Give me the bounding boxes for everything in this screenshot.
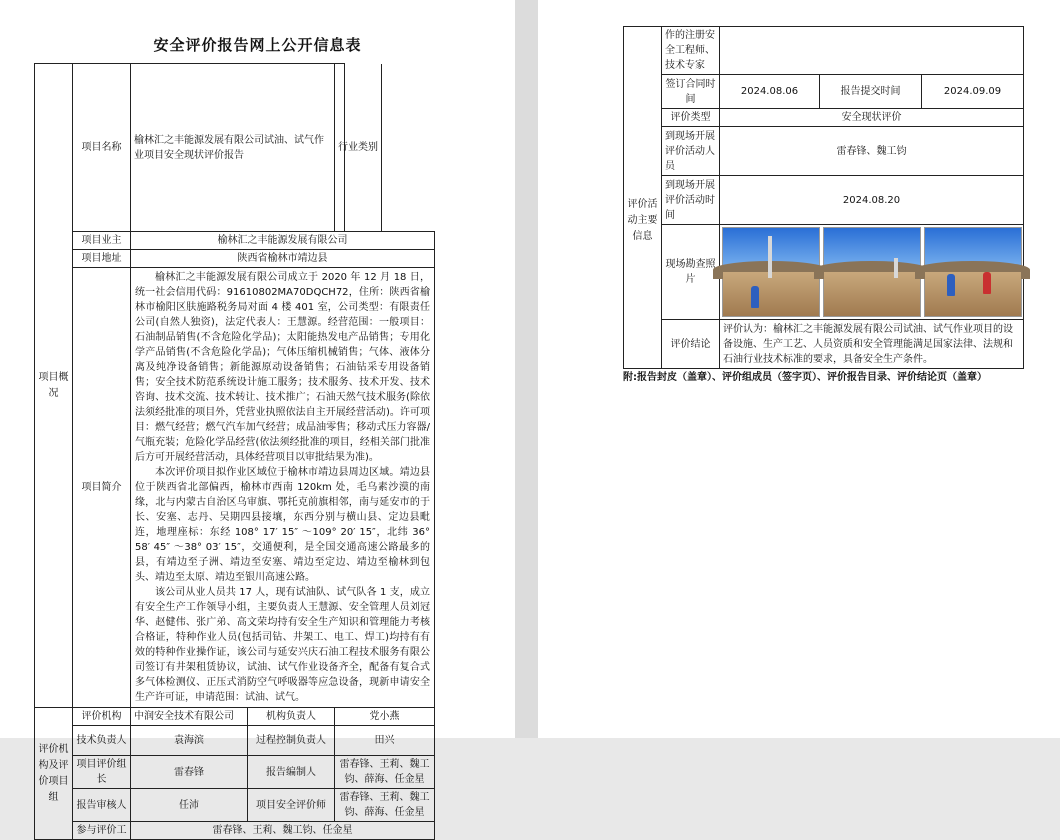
contract-date-label: 签订合同时间 [662, 75, 720, 109]
expert-value [720, 27, 1024, 75]
report-writer-value: 雷春锋、王莉、魏工钧、薛海、任金星 [335, 756, 435, 789]
agency-label: 评价机构 [73, 708, 131, 726]
process-head-value: 田兴 [335, 726, 435, 756]
onsite-people-label: 到现场开展评价活动人员 [662, 127, 720, 176]
team-leader-value: 雷春锋 [131, 756, 248, 789]
project-overview-label: 项目概况 [35, 64, 73, 708]
industry-category-label: 行业类别 [335, 64, 382, 231]
project-intro-text [131, 268, 435, 708]
process-head-label: 过程控制负责人 [248, 726, 335, 756]
project-name-value: 榆林汇之丰能源发展有限公司试油、试气作业项目安全现状评价报告 [131, 64, 335, 232]
page-2 [538, 0, 1060, 738]
report-writer-label: 报告编制人 [248, 756, 335, 789]
intro-paragraph: 该公司从业人员共 17 人，现有试油队、试气队各 1 支，成立有安全生产工作领导小组，主要负责人王慧源、安全管理人员刘冠华、赵健伟、张广弟、高文荣均持有安全生产知识和管理能力考核合格证，特种作业人员(包括司钻、井架工、电工、焊工)均持有有效的特种作业操作证，该公司与延安兴庆石油工程技术服务有限公司签订有井架租赁协议，试油、试气作业设备齐全，配备有复合式多气体检测仪、正压式消防空气呼吸器等应急设备，现新申请安全生产许可证，申请范围：试油、试气。 [135, 587, 431, 703]
report-reviewer-label: 报告审核人 [73, 789, 131, 822]
site-photo [823, 227, 921, 317]
evaluation-type-label: 评价类型 [662, 109, 720, 127]
agency-section-label: 评价机构及评价项目组 [35, 708, 73, 840]
contract-date-value: 2024.08.06 [720, 75, 820, 109]
submit-date-label: 报告提交时间 [820, 75, 922, 109]
agency-head-value: 党小燕 [335, 708, 435, 726]
expert-label: 作的注册安全工程师、技术专家 [662, 27, 720, 75]
project-address-value: 陕西省榆林市靖边县 [131, 250, 435, 268]
site-photo [722, 227, 820, 317]
agency-value: 中润安全技术有限公司 [131, 708, 248, 726]
report-reviewer-value: 任沛 [131, 789, 248, 822]
conclusion-label: 评价结论 [662, 320, 720, 369]
document-title: 安全评价报告网上公开信息表 [153, 36, 362, 54]
attachment-note: 附:报告封皮（盖章）、评价组成员（签字页）、评价报告目录、评价结论页（盖章） [623, 372, 987, 383]
safety-engineer-label: 项目安全评价师 [248, 789, 335, 822]
evaluation-info-label: 评价活动主要信息 [624, 75, 662, 369]
intro-paragraph: 榆林汇之丰能源发展有限公司成立于 2020 年 12 月 18 日，统一社会信用代码：91610802MA70DQCH72，住所：陕西省榆林市榆阳区肤施路税务局对面 4 楼 401 室，公司类型：有限责任公司(自然人独资)，法定代表人：王慧源。经营范围：一般项目：石油制品销售(不含危险化学品)；太阳能热发电产品销售；专用化学产品销售(不含危险化学品)；气体压缩机械销售；气体、液体分离及纯净设备销售；新能源原动设备销售；石油钻采专用设备销售；安全技术防范系统设计施工服务；技术服务、技术开发、技术咨询、技术交流、技术转让、技术推广；石油天然气技术服务(除依法须经批准的项目外，凭营业执照依法自主开展经营活动)。许可项目：燃气经营；燃气汽车加气经营；成品油零售；移动式压力容器/气瓶充装；危险化学品经营(依法须经批准的项目，经相关部门批准后方可开展经营活动，具体经营项目以审批结果为准)。 [135, 272, 431, 463]
project-address-label: 项目地址 [73, 250, 131, 268]
evaluation-type-value: 安全现状评价 [720, 109, 1024, 127]
project-info-table [34, 63, 435, 840]
safety-engineer-value: 雷春锋、王莉、魏工钧、薛海、任金星 [335, 789, 435, 822]
site-photos-cell [720, 225, 1024, 320]
conclusion-value: 评价认为：榆林汇之丰能源发展有限公司试油、试气作业项目的设备设施、生产工艺、人员资质和安全管理能满足国家法律、法规和石油行业技术标准的要求，具备安全生产条件。 [720, 320, 1024, 369]
onsite-people-value: 雷春锋、魏工钧 [720, 127, 1024, 176]
project-name-label: 项目名称 [73, 64, 131, 232]
site-photos [720, 225, 1023, 319]
evaluation-info-table [623, 26, 1024, 369]
tech-head-label: 技术负责人 [73, 726, 131, 756]
project-owner-value: 榆林汇之丰能源发展有限公司 [131, 232, 435, 250]
intro-paragraph: 本次评价项目拟作业区域位于榆林市靖边县周边区域。靖边县位于陕西省北部偏西，榆林市西南 120km 处，毛乌素沙漠的南缘，北与内蒙古自治区乌审旗、鄂托克前旗相邻，南与延安市的于长、安塞、志丹、吴期四县接壤，东西分别与横山县、定边县毗连，地理座标：东经 108° 17′ 15″ ～109° 20′ 15″，北纬 36° 58′ 45″ ～38° 03′ 15″，交通便利，是全国交通高速公路最多的县，有靖边至子洲、靖边至安塞、靖边至定边、靖边至榆林到包头、靖边至太原、靖边至银川高速公路。 [135, 467, 431, 583]
participants-value: 雷春锋、王莉、魏工钧、任金星 [131, 822, 435, 840]
site-photos-label: 现场勘查照片 [662, 225, 720, 320]
agency-head-label: 机构负责人 [248, 708, 335, 726]
project-owner-label: 项目业主 [73, 232, 131, 250]
tech-head-value: 袁海滨 [131, 726, 248, 756]
submit-date-value: 2024.09.09 [922, 75, 1024, 109]
project-intro-label: 项目简介 [73, 268, 131, 708]
page-1 [0, 0, 515, 836]
page-separator [515, 0, 538, 738]
site-photo [924, 227, 1022, 317]
onsite-time-value: 2024.08.20 [720, 176, 1024, 225]
participants-label: 参与评价工 [73, 822, 131, 840]
onsite-time-label: 到现场开展评价活动时间 [662, 176, 720, 225]
team-leader-label: 项目评价组长 [73, 756, 131, 789]
